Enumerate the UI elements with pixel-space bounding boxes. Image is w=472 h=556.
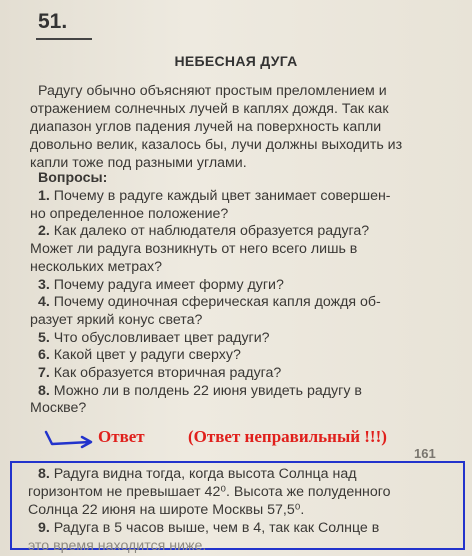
question-text: Как образуется вторичная радуга? <box>53 365 282 382</box>
question-text: Как далеко от наблюдателя образуется радуга? <box>53 223 370 240</box>
question-text: Почему радуга имеет форму дуги? <box>53 276 284 293</box>
question-text: Москве? <box>30 400 87 417</box>
answers-list <box>28 465 468 555</box>
faded-page-number: 161 <box>414 446 436 461</box>
intro-line: Радугу обычно объясняют простым преломлением и <box>38 83 387 99</box>
answer-text: Радуга в 5 часов выше, чем в 4, так как Солнце в <box>53 520 380 536</box>
question-item <box>30 223 460 241</box>
question-item <box>30 188 460 206</box>
questions-list <box>30 188 460 418</box>
intro-line: диапазон углов падения лучей на поверхность капли <box>30 119 382 135</box>
question-item <box>30 277 460 295</box>
intro-paragraph <box>30 82 450 172</box>
question-text: Что обусловливает цвет радуги? <box>53 329 270 346</box>
intro-line: отражением солнечных лучей в каплях дождя. Так как <box>30 101 389 117</box>
question-text: Какой цвет у радуги сверху? <box>53 347 241 364</box>
questions-heading: Вопросы: <box>38 170 108 186</box>
answer-item <box>28 465 468 483</box>
question-item <box>30 330 460 348</box>
question-number: 3. <box>38 276 50 293</box>
question-number: 4. <box>38 294 50 311</box>
question-item <box>30 383 460 401</box>
answer-label: Ответ <box>98 427 145 446</box>
question-number: 2. <box>38 223 50 240</box>
question-item <box>30 294 460 312</box>
answer-text: Солнца 22 июня на широте Москвы 57,5⁰. <box>28 502 305 518</box>
answer-number: 9. <box>38 520 50 536</box>
question-number: 7. <box>38 365 50 382</box>
question-text: Можно ли в полдень 22 июня увидеть радугу в <box>53 382 362 399</box>
answer-text: горизонтом не превышает 42⁰. Высота же полуденного <box>28 484 391 500</box>
question-text: нескольких метрах? <box>30 258 163 275</box>
question-number: 1. <box>38 188 50 204</box>
question-item <box>30 365 460 383</box>
question-text: но определенное положение? <box>30 205 229 222</box>
question-text: разует яркий конус света? <box>30 311 203 328</box>
question-text: Почему одиночная сферическая капля дождя об- <box>53 294 381 311</box>
answer-note: (Ответ неправильный !!!) <box>188 427 387 446</box>
question-text: Почему в радуге каждый цвет занимает совершен- <box>53 188 391 204</box>
answer-number: 8. <box>38 466 50 482</box>
intro-line: довольно велик, казалось бы, лучи должны выходить из <box>30 137 403 153</box>
page-number-underline <box>36 38 92 40</box>
answer-item <box>28 519 468 537</box>
page-number: 51. <box>38 10 68 33</box>
question-text: Может ли радуга возникнуть от него всего лишь в <box>30 241 358 258</box>
question-number: 6. <box>38 347 50 364</box>
answer-text: это время находится ниже. <box>28 538 207 554</box>
question-number: 8. <box>38 382 50 399</box>
answer-text: Радуга видна тогда, когда высота Солнца над <box>53 466 357 482</box>
article-title: НЕБЕСНАЯ ДУГА <box>174 53 298 69</box>
question-item <box>30 347 460 365</box>
arrow-icon <box>42 428 94 450</box>
intro-line: капли тоже под разными углами. <box>30 155 247 171</box>
question-number: 5. <box>38 329 50 346</box>
